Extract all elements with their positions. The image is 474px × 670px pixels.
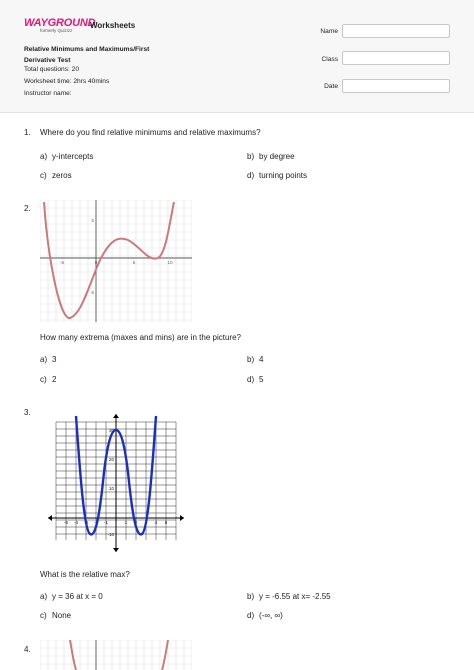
x-tick-label: 4 [154, 520, 158, 525]
q1-option-c[interactable] [40, 171, 72, 180]
q3-option-a[interactable] [40, 592, 103, 601]
x-tick-label: 3 [144, 520, 148, 525]
option-letter: d) [247, 375, 255, 384]
q3-option-d[interactable] [247, 611, 283, 620]
worksheet-header [0, 0, 474, 113]
option-letter: c) [40, 611, 47, 620]
question-1-text: Where do you find relative minimums and relative maximums? [40, 128, 261, 137]
x-tick-label: 5 [164, 520, 168, 525]
option-letter: c) [40, 171, 47, 180]
question-4-number: 4. [24, 645, 31, 654]
name-label: Name [320, 28, 338, 35]
option-text: y-intercepts [52, 152, 94, 161]
brand-logo [24, 17, 96, 33]
q3-option-c[interactable] [40, 611, 71, 620]
x-tick-label: 10 [167, 260, 173, 265]
name-field[interactable] [342, 24, 450, 38]
x-tick-label: 1 [124, 520, 128, 525]
question-3-graph [46, 412, 186, 554]
option-text: turning points [259, 171, 308, 180]
q1-option-b[interactable] [247, 152, 295, 161]
q1-option-d[interactable] [247, 171, 307, 180]
x-tick-label: 5 [132, 260, 136, 265]
y-tick-label: 20 [108, 457, 114, 462]
y-tick-label: -10 [107, 532, 114, 537]
option-text: None [52, 611, 72, 620]
q1-option-a[interactable] [40, 152, 93, 161]
option-letter: d) [247, 171, 255, 180]
option-letter: b) [247, 592, 255, 601]
worksheet-time: Worksheet time: 2hrs 40mins [24, 78, 110, 85]
question-1-number: 1. [24, 128, 31, 137]
x-tick-label: -4 [73, 520, 79, 525]
y-tick-label: 10 [108, 486, 114, 491]
quiz-title: Relative Minimums and Maximums/First Derivative Test [24, 46, 150, 64]
question-2-number: 2. [24, 204, 31, 213]
x-tick-label: -5 [63, 520, 69, 525]
total-questions: Total questions: 20 [24, 66, 79, 73]
option-letter: c) [40, 375, 47, 384]
y-tick-label: -5 [89, 290, 94, 295]
option-text: 3 [52, 355, 57, 364]
section-title: Worksheets [90, 21, 136, 30]
question-2-graph [40, 200, 192, 322]
q2-option-a[interactable] [40, 355, 56, 364]
option-text: 2 [52, 375, 57, 384]
option-text: (-∞, ∞) [259, 611, 283, 620]
option-text: y = -6.55 at x= -2.55 [259, 592, 331, 601]
x-tick-label: -3 [83, 520, 89, 525]
option-text: by degree [259, 152, 295, 161]
instructor-name: Instructor name: [24, 90, 72, 97]
q2-option-b[interactable] [247, 355, 263, 364]
option-text: y = 36 at x = 0 [52, 592, 103, 601]
question-3-text: What is the relative max? [40, 570, 130, 579]
option-letter: b) [247, 355, 255, 364]
option-letter: a) [40, 355, 48, 364]
option-text: 5 [259, 375, 264, 384]
date-field[interactable] [342, 79, 450, 93]
class-label: Class [321, 56, 338, 63]
brand-name: WAYGROUND [24, 17, 96, 29]
x-tick-label: 0 [94, 260, 98, 265]
question-4-graph [40, 640, 192, 670]
question-2-text: How many extrema (maxes and mins) are in the picture? [40, 333, 241, 342]
question-3-number: 3. [24, 408, 31, 417]
function-curve [70, 640, 76, 670]
date-label: Date [324, 83, 338, 90]
function-curve [162, 640, 168, 670]
x-tick-label: 2 [134, 520, 138, 525]
q3-option-b[interactable] [247, 592, 331, 601]
x-tick-label: -1 [103, 520, 109, 525]
option-letter: b) [247, 152, 255, 161]
option-letter: d) [247, 611, 255, 620]
x-tick-label: -5 [59, 260, 65, 265]
x-tick-label: -2 [93, 520, 99, 525]
option-letter: a) [40, 592, 48, 601]
q2-option-c[interactable] [40, 375, 56, 384]
y-tick-label: 5 [91, 218, 94, 223]
class-field[interactable] [342, 51, 450, 65]
option-text: 4 [259, 355, 264, 364]
brand-subtitle: formerly Quizizz [40, 28, 73, 33]
option-letter: a) [40, 152, 48, 161]
option-text: zeros [52, 171, 72, 180]
q2-option-d[interactable] [247, 375, 263, 384]
y-tick-label: 30 [108, 428, 114, 433]
